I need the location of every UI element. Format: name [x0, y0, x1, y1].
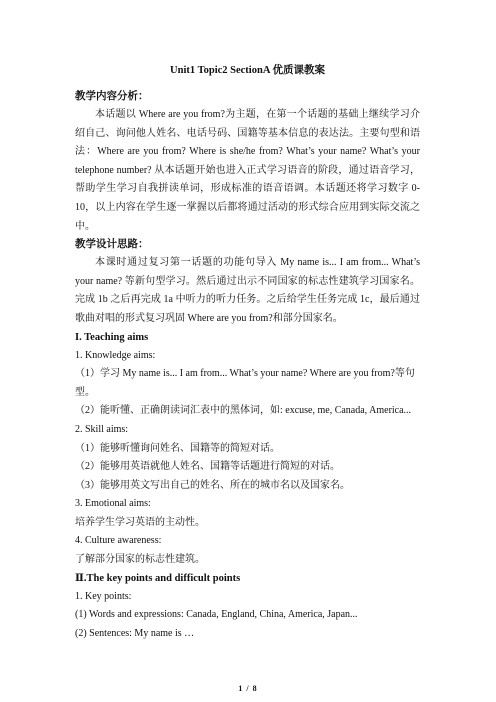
- list-item: (1) Words and expressions: Canada, England, China, America, Japan...: [75, 609, 358, 621]
- page-title: Unit1 Topic2 SectionA 优质课教案: [170, 65, 325, 76]
- list-item: (2) Sentences: My name is …: [75, 627, 195, 639]
- paragraph-content-analysis: 本话题以 Where are you from?为主题，在第一个话题的基础上继续学习介绍自己、询问他人姓名、电话号码、国籍等基本信息的表达法。主要句型和语法：Where are you from? Where is she/he from? What’s your name? What’s your telephone number? 从本话题开始也进入正式学习语音的阶段，通过语音学习，帮助学生学习自我拼读单词，形成标准的语音语调。本话题还将学习数字 0-10，以上内容在学生逐一掌握以后都将通过活动的形式综合应用到实际交流之中。: [75, 109, 420, 232]
- list-item: （3）能够用英文写出自己的姓名、所在的城市名以及国家名。: [75, 479, 350, 491]
- document-body: [75, 56, 420, 643]
- paragraph-design-idea: 本课时通过复习第一话题的功能句导入 My name is... I am from... What’s your name? 等新句型学习。然后通过出示不同国家的标志性建筑学习国家名。完成 1b 之后再完成 1a 中听力的听力任务。之后给学生任务完成 1c，最后通过歌曲对唱的形式复习巩固 Where are you from?和部分国家名。: [75, 257, 420, 324]
- list-item: 培养学生学习英语的主动性。: [75, 516, 205, 528]
- list-item: （2）能听懂、正确朗读词汇表中的黑体词，如: excuse, me, Canada, America...: [75, 405, 412, 417]
- heading-key-points: Ⅱ.The key points and difficult points: [75, 572, 241, 584]
- list-item: （2）能够用英语就他人姓名、国籍等话题进行简短的对话。: [75, 461, 340, 473]
- subheading-culture-awareness: 4. Culture awareness:: [75, 535, 162, 547]
- subheading-key-points: 1. Key points:: [75, 590, 132, 602]
- list-item: （1）学习 My name is... I am from... What’s your name? Where are you from?等句型。: [75, 368, 415, 398]
- subheading-emotional-aims: 3. Emotional aims:: [75, 498, 151, 510]
- list-item: 了解部分国家的标志性建筑。: [75, 554, 205, 566]
- list-item: （1）能够听懂询问姓名、国籍等的简短对话。: [75, 442, 280, 454]
- subheading-knowledge-aims: 1. Knowledge aims:: [75, 349, 156, 361]
- subheading-skill-aims: 2. Skill aims:: [75, 423, 129, 435]
- heading-teaching-aims: I. Teaching aims: [75, 331, 149, 343]
- section-heading-design-idea: 教学设计思路：: [75, 239, 149, 251]
- page-number: 1 / 8: [238, 684, 258, 693]
- section-heading-content-analysis: 教学内容分析：: [75, 91, 149, 102]
